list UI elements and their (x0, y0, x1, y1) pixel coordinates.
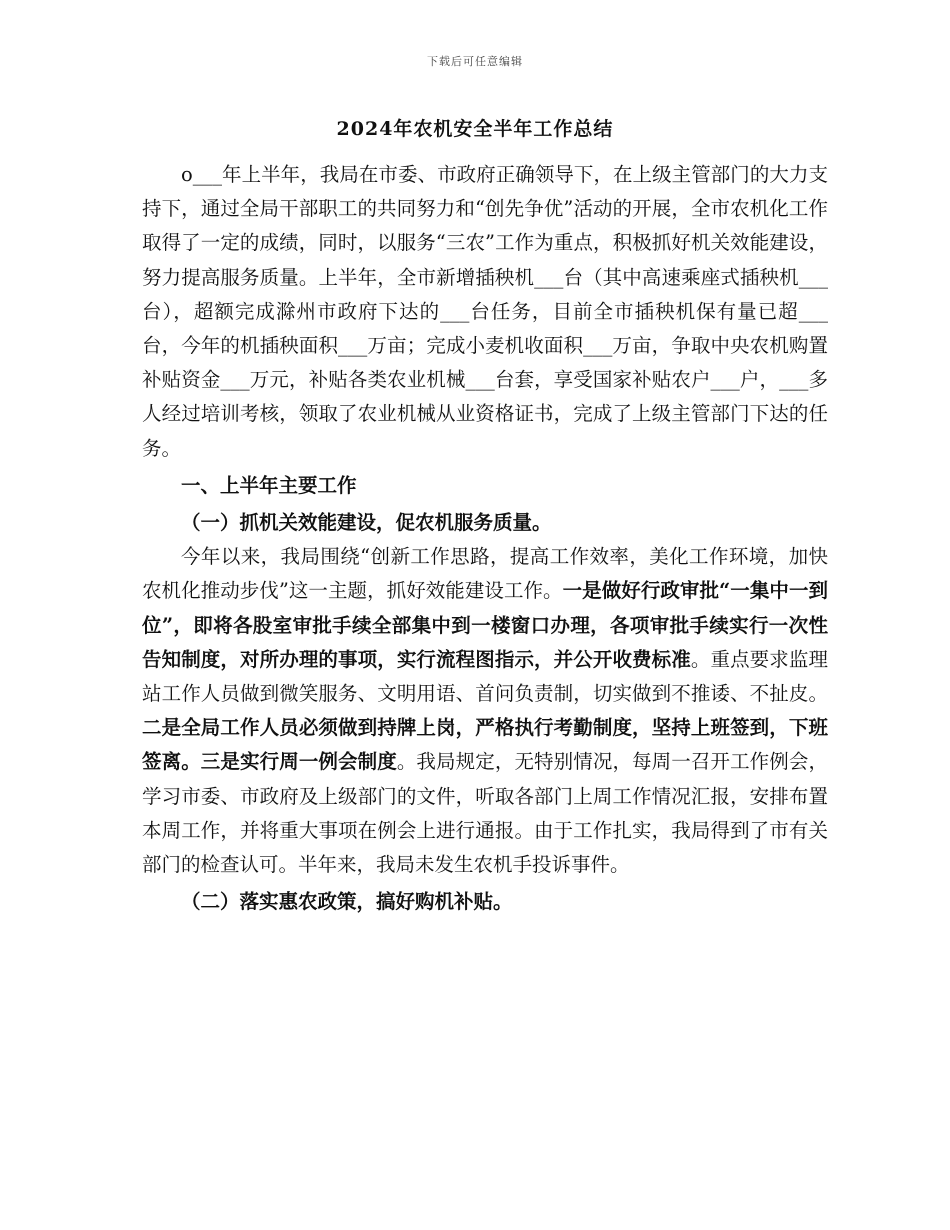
bold-point-1: 一是做好行政审批“一集中一到位”，即将各股室审批手续全部集中到一楼窗口办理，各项审批手续实行一次性告知制度，对所办理的事项，实行流程图指示，并公开收费标准 (142, 579, 828, 671)
document-title: 2024年农机安全半年工作总结 (336, 118, 614, 140)
intro-paragraph: o___年上半年，我局在市委、市政府正确领导下，在上级主管部门的大力支持下，通过全局干部职工的共同努力和“创先争优”活动的开展，全市农机化工作取得了一定的成绩，同时，以服务“三农”工作为重点，积极抓好机关效能建设，努力提高服务质量。上半年，全市新增插秧机___台（其中高速乘座式插秧机___台），超额完成滁州市政府下达的___台任务，目前全市插秧机保有量已超___台，今年的机插秧面积___万亩；完成小麦机收面积___万亩，争取中央农机购置补贴资金___万元，补贴各类农业机械___台套，享受国家补贴农户___户，___多人经过培训考核，领取了农业机械从业资格证书，完成了上级主管部门下达的任务。 (142, 163, 828, 460)
efficiency-paragraph (142, 540, 828, 882)
section-heading-1: 一、上半年主要工作 (181, 473, 357, 497)
subsection-heading-1: （一）抓机关效能建设，促农机服务质量。 (181, 511, 552, 535)
bold-point-2: 二是全局工作人员必须做到持牌上岗，严格执行考勤制度，坚持上班签到，下班签离。三是实行周一例会制度 (142, 716, 828, 774)
paragraph-text: 。重点要求监理站工作人员做到微笑服务、文明用语、首问负责制，切实做到不推诿、不扯皮。 (142, 647, 828, 706)
subsection-heading-2: （二）落实惠农政策，搞好购机补贴。 (181, 890, 513, 914)
paragraph-text: 。我局规定，无特别情况，每周一召开工作例会，学习市委、市政府及上级部门的文件，听取各部门上周工作情况汇报，安排布置本周工作，并将重大事项在例会上进行通报。由于工作扎实，我局得到了市有关部门的检查认可。半年来，我局未发生农机手投诉事件。 (142, 750, 828, 877)
document-body (142, 158, 828, 919)
page-header-note: 下载后可任意编辑 (427, 55, 523, 68)
paragraph-text: 今年以来，我局围绕“创新工作思路，提高工作效率，美化工作环境，加快农机化推动步伐”这一主题，抓好效能建设工作。 (142, 545, 828, 603)
